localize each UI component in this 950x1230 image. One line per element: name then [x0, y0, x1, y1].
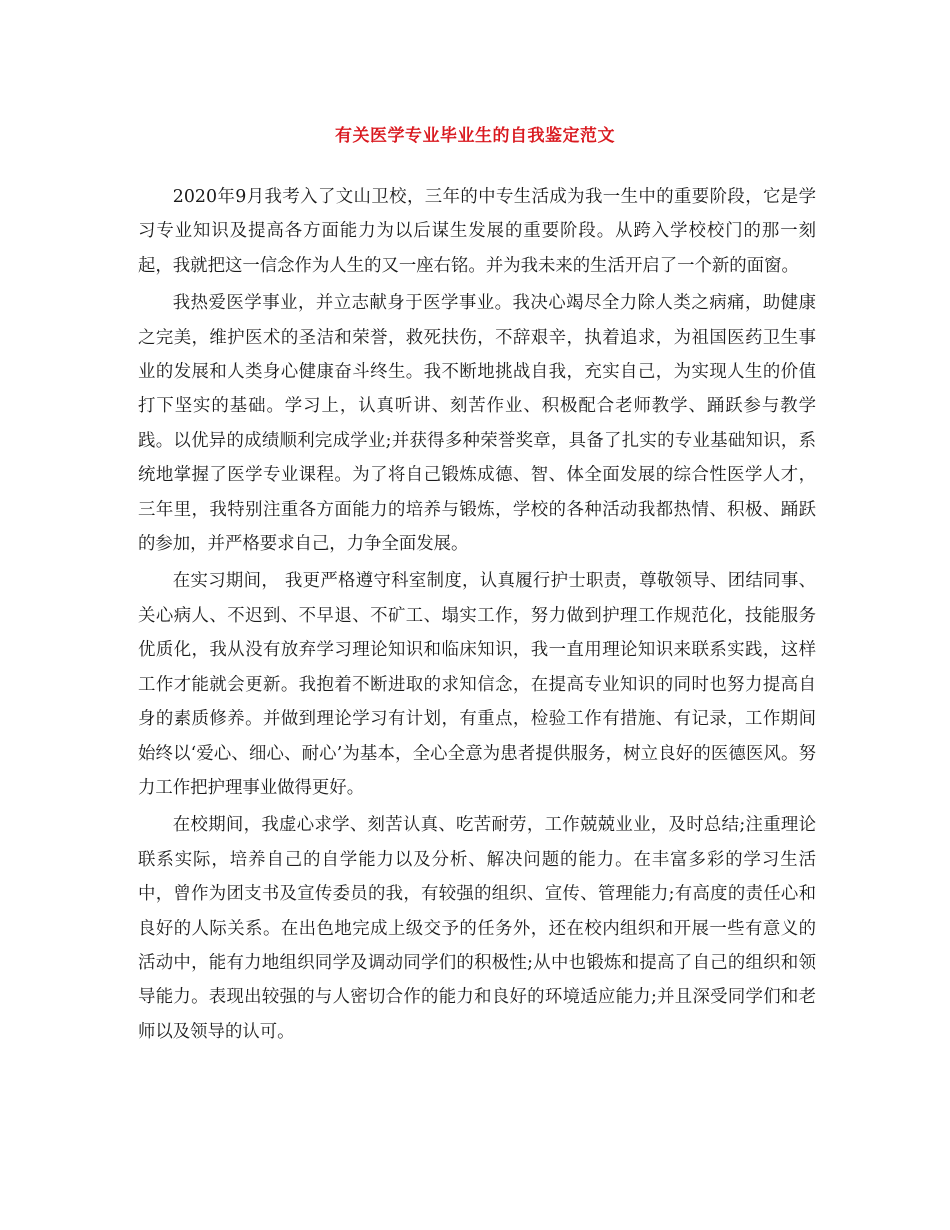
- document-body: [138, 180, 816, 1052]
- paragraph-2: 我热爱医学事业，并立志献身于医学事业。我决心竭尽全力除人类之病痛，助健康之完美，维护医术的圣洁和荣誉，救死扶伤，不辞艰辛，执着追求，为祖国医药卫生事业的发展和人类身心健康奋斗终生。我不断地挑战自我，充实自己，为实现人生的价值打下坚实的基础。学习上，认真听讲、刻苦作业、积极配合老师教学、踊跃参与教学践。以优异的成绩顺利完成学业;并获得多种荣誉奖章，具备了扎实的专业基础知识，系统地掌握了医学专业课程。为了将自己锻炼成德、智、体全面发展的综合性医学人才，三年里，我特别注重各方面能力的培养与锻炼，学校的各种活动我都热情、积极、踊跃的参加，并严格要求自己，力争全面发展。: [138, 293, 816, 555]
- paragraph-4: 在校期间，我虚心求学、刻苦认真、吃苦耐劳，工作兢兢业业，及时总结;注重理论联系实际，培养自己的自学能力以及分析、解决问题的能力。在丰富多彩的学习生活中，曾作为团支书及宣传委员的我，有较强的组织、宣传、管理能力;有高度的责任心和良好的人际关系。在出色地完成上级交予的任务外，还在校内组织和开展一些有意义的活动中，能有力地组织同学及调动同学们的积极性;从中也锻炼和提高了自己的组织和领导能力。表现出较强的与人密切合作的能力和良好的环境适应能力;并且深受同学们和老师以及领导的认可。: [138, 815, 816, 1042]
- document-title: 有关医学专业毕业生的自我鉴定范文: [335, 126, 615, 146]
- paragraph-1: 2020年9月我考入了文山卫校，三年的中专生活成为我一生中的重要阶段，它是学习专业知识及提高各方面能力为以后谋生发展的重要阶段。从跨入学校校门的那一刻起，我就把这一信念作为人生的又一座右铭。并为我未来的生活开启了一个新的面窗。: [138, 187, 816, 276]
- paragraph-3: 在实习期间， 我更严格遵守科室制度，认真履行护士职责，尊敬领导、团结同事、关心病人、不迟到、不早退、不矿工、塌实工作，努力做到护理工作规范化，技能服务优质化，我从没有放弃学习理论知识和临床知识，我一直用理论知识来联系实践，这样工作才能就会更新。我抱着不断进取的求知信念，在提高专业知识的同时也努力提高自身的素质修养。并做到理论学习有计划，有重点，检验工作有措施、有记录，工作期间始终以‘爱心、细心、耐心’为基本，全心全意为患者提供服务，树立良好的医德医风。努力工作把护理事业做得更好。: [138, 571, 816, 798]
